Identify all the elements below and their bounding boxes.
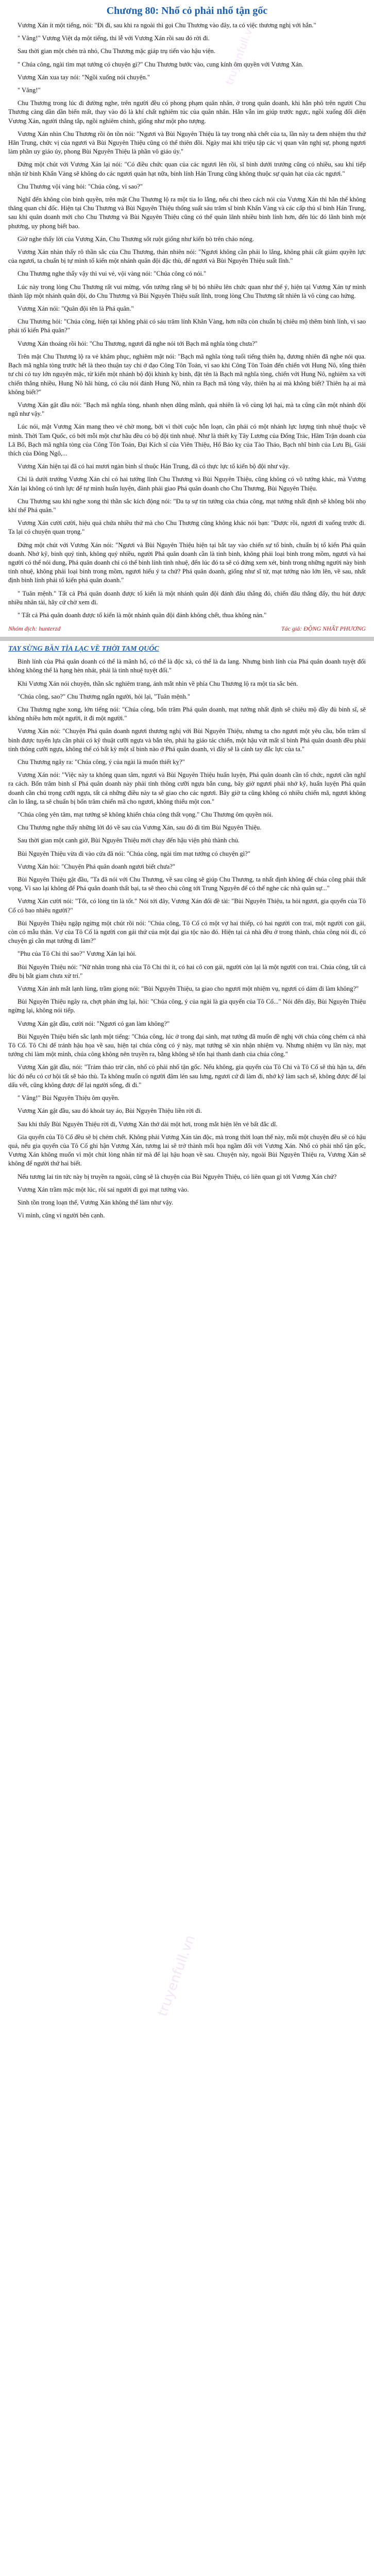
paragraph: Nếu tương lai tin tức này bị truyền ra ngoài, cũng sẽ là chuyện của Bùi Nguyên Thiệu, có liên quan gì tới Vương Xán chứ? bbox=[18, 1173, 337, 1180]
chapter-title: Chương 80: Nhổ cỏ phải nhổ tận gốc bbox=[106, 5, 268, 16]
paragraph: " Vâng!" Bùi Nguyên Thiệu ôm quyền. bbox=[18, 1094, 120, 1102]
paragraph: Sau khi thấy Bùi Nguyên Thiệu rời đi, Vương Xán thở dài một hơi, trong mắt hiện lên vẻ bất đắc dĩ. bbox=[18, 1120, 278, 1128]
paragraph: Đứng một chút với Vương Xán lại nói: "Có điều chức quan của các ngươi lên rồi, sĩ binh dưới trướng cũng có nhiều, sau khi tiếp nhận từ binh Khẩn Vàng sẽ không do các ngươi quản hạt nữa, binh lính Hán Trung cũng không thuộc sự quản hạt của các ngươi." bbox=[8, 161, 366, 177]
paragraph: Chu Thương vội vàng hỏi: "Chúa công, vì sao?" bbox=[18, 182, 143, 190]
book-title-link[interactable]: TAY SỪNG BẦN TÌA LẠC VỀ THỜI TAM QUỐC bbox=[8, 645, 159, 653]
paragraph: Vương Xán cười nói: "Tốt, có lòng tin là tốt." Nói tới đây, Vương Xán đổi đề tài: "Bùi Nguyên Thiệu, ta hỏi ngươi, gia quyến của Tô Cố có bao nhiêu người?" bbox=[8, 897, 366, 914]
paragraph: Vương Xán nói: "Việc này ta không quan tâm, ngươi và Bùi Nguyên Thiệu huấn luyện, Phá quân doanh cần tổ chức, ngươi cần nghĩ ra cách. Bốn trăm binh sĩ Phá quân doanh này phải tinh thông cưỡi ngựa bắn cung, bây giờ ngươi phải nhớ kỹ, huấn luyện Phá quân doanh cần chú trọng cưỡi ngựa, tất cả những điều này ta sẽ giao cho các ngươi. Bây giờ ta cũng không có nhiều chiến mã, ngươi không cần lo lắng, ta sẽ chuẩn bị bốn trăm chiến mã cho ngươi, không thiếu một con." bbox=[8, 771, 366, 805]
paragraph: Chu Thương nghe thấy vậy thì vui vẻ, vội vàng nói: "Chúa công có nói." bbox=[18, 270, 207, 278]
paragraph: Chu Thương nghe xong, lớn tiếng nói: "Chúa công, bốn trăm Phá quân doanh, mạt tướng nhất định sẽ chiêu mộ đầy đủ binh sĩ, sẽ không nhiều hơn một người, ít đi một người." bbox=[8, 705, 366, 722]
paragraph: Vương Xán cười cười, hiệu quả chứa nhiều thứ mà cho Chu Thương cũng không khác nói bạn: "Được rồi, ngươi đi xuống trước đi. Ta lại có chuyện quan trọng." bbox=[8, 519, 366, 536]
paragraph: Vương Xán nhìn Chu Thương rồi ôn tồn nói: "Ngươi và Bùi Nguyên Thiệu là tay trong nhà chết của ta, lần này ta đem nhiệm thu thứ Hãn Trung, chức vị của ngươi và Bùi Nguyên Thiệu cũng có thể thiên đồi. Ngày mai khi triệu tập các vị quan văn nghị sự, phong ngươi làm phần uy giáo úy, phong Bùi Nguyên Thiệu là phần vô giáo úy." bbox=[8, 130, 366, 156]
paragraph: Vương Xán nói: "Chuyện Phá quân doanh ngươi thương nghị với Bùi Nguyên Thiệu, nhưng ta cho ngươi một yêu cầu, bốn trăm sĩ binh được tuyển lựa cần phải có kỹ thuật cưỡi ngựa và bắn tên, phải hạ giáo tác chiến, một hậu vứt mất sĩ binh Phá quân doanh đều phải tinh thông cưỡi ngựa, không thể có bất kỳ một sĩ binh nào ở Phá quân doanh, vì đây sẽ là cánh tay đắc lực của ta." bbox=[8, 727, 366, 753]
paragraph: Sau thời gian một canh giờ, Bùi Nguyên Thiệu mới chạy đến hậu viện phủ thành chủ. bbox=[18, 837, 240, 844]
paragraph: Vương Xán gật đầu, sau đó khoát tay áo, Bùi Nguyên Thiệu liền rời đi. bbox=[18, 1107, 202, 1115]
paragraph: "Chúa công, sao?" Chu Thương ngẩn người, hỏi lại, "Tuân mệnh." bbox=[18, 692, 191, 700]
paragraph: "Phu của Tô Chi thì sao?" Vương Xán lại hỏi. bbox=[18, 950, 137, 958]
paragraph: Bùi Nguyên Thiệu biến sắc lạnh một tiếng: "Chúa công, lúc ở trong đại sảnh, mạt tướng đã muốn đề nghị với chúa công chém cả nhà Tô Cố. Tô Chi để tránh hậu họa về sau, hiện tại chúa công có ý này, mạt tướng sẽ xin nhận nhiệm vụ. Nhưng nhiệm vụ lần này, mạt tướng chỉ làm một mình, chúa công không nên truyền ra, bằng không sẽ tổn hại thanh danh của chúa công." bbox=[8, 1032, 366, 1058]
paragraph: Đứng một chút với Vương Xán nói: "Ngươi và Bùi Nguyên Thiệu hiện tại bắt tay vào chiến sự tổ binh, chuẩn bị tổ kiến Phá quân doanh. Nhớ kỹ, binh quý tinh, không quý nhiều, người Phá quân doanh cần là tinh binh, không phải loại binh trong mồm, ngươi và hai người có thể nói dung, Phá quân doanh chỉ có thể binh lính tinh nhuệ, đến lúc đó ta sẽ có đứng xem xét, binh trong những người này binh tinh nhuệ, không phải loại binh trong mồm, ngươi hiểu ý ta chứ? Phá quân doanh, giống như sĩ tử, mạt tướng nào lớn lên, về sau, nhất định binh lính phải tố kiến phá quân doanh." bbox=[8, 541, 366, 584]
paragraph: Vì mình, cũng vì người bên cạnh. bbox=[18, 1212, 105, 1219]
section-divider bbox=[0, 637, 374, 641]
paragraph: " Chúa công, ngài tìm mạt tướng có chuyện gì?" Chu Thương bước vào, cung kính ôm quyền với Vương Xán. bbox=[18, 60, 303, 68]
paragraph: Nghĩ đến không còn binh quyền, trên mặt Chu Thương lộ ra một tia lo lắng, nếu chỉ theo cách nói của Vương Xán thì hắn thế không thăng quan chỉ đốc. Hiện tại Chu Thương và Bùi Nguyên Thiệu thống suất sáu trăm sĩ binh Khẩn Vàng và các cấp thủ sĩ binh Hán Trung, sau khi quân doanh mới cho Chu Thương và Bùi Nguyên Thiệu cũng có thể quản lãnh nhiều binh lính hơn, đến lúc đó lãnh binh một phương, uy phong biết bao. bbox=[8, 196, 366, 230]
paragraph: Trên mặt Chu Thương lộ ra vẻ khâm phục, nghiêm mặt nói: "Bạch mã nghĩa tòng tuổi tiếng thiên hạ, đương nhiên đã nghe nói qua. Bạch mã nghĩa tòng trước hết là theo thuận tay chi ở đạo Công Tôn Toản, vì sao khi Công Tôn Toản đến chiến với Hung Nô, tổng thiên tư chi có tuy lớn nguyên mặc, từ kiến một nhánh bộ đội khinh kỵ binh, đặt tên là Bạch mã nghĩa tòng, chiến với Hung Nô, nghiêm xa vời chiến thắng nhiều, Hung Nô hãi hùng, có câu nói đánh Hung Nô, nhìn ra Bạch mã tòng vây, thiên hạ ai mà không biết? Thiên hạ ai mà không biết?" bbox=[8, 352, 366, 396]
paragraph: Chu Thương nghe thấy những lời đó về sau của Vương Xán, sau đó đi tìm Bùi Nguyên Thiệu. bbox=[18, 824, 262, 832]
paragraph: Vương Xán ít một tiếng, nói: "Đi đi, sau khi ra ngoài thì gọi Chu Thương vào đây, ta có việc thương nghị với hắn." bbox=[18, 22, 316, 29]
paragraph: "Chúa công yên tâm, mạt tướng sẽ không khiến chúa công thất vọng." Chu Thương ôm quyền nói. bbox=[18, 811, 273, 819]
paragraph: Chu Thương sau khi nghe xong thì thần sắc kích động nói: "Đa tạ sự tin tưởng của chúa công, mạt tướng nhất định sẽ không bôi nhọ khí thế Phá quân." bbox=[8, 497, 366, 514]
paragraph: Chỉ là dưới trướng Vương Xán chỉ có hai tướng lĩnh Chu Thương và Bùi Nguyên Thiệu, cũng không có võ tướng khác, mà Vương Xán lại không có tinh lực để tự mình huấn luyện, đành phải giao Phá quân doanh cho Chu Thương, Bùi Nguyên Thiệu. bbox=[8, 476, 366, 492]
paragraph: Vương Xán hỏi: "Chuyện Phá quân doanh ngươi biết chưa?" bbox=[18, 862, 176, 870]
paragraph: Vương Xán hiện tại đã có hai mươi ngàn binh sĩ thuộc Hán Trung, đã có thực lực tổ kiến bộ đội như vậy. bbox=[18, 463, 290, 470]
paragraph: Binh lính của Phá quân doanh có thể là mãnh hổ, có thể là độc xà, có thể là đa lang. Nhưng binh lính của Phá quân doanh tuyệt đối không không thể là hạng hèn nhát, phải là tinh nhuệ tuyệt đối." bbox=[8, 658, 366, 674]
paragraph: Lúc này trong lòng Chu Thương rất vui mừng, vốn tưởng rằng sẽ bị bỏ nhiều lên chức quan như thế ý, hiện tại Vương Xán tự mình thành lập một nhánh quân đội, do Chu Thương và Bùi Nguyên Thiệu suất lĩnh, trong lòng Chu Thương tất nhiên là vô cùng cao hứng. bbox=[8, 283, 366, 299]
chapter-body bbox=[8, 21, 366, 620]
paragraph: Sau thời gian một chén trà nhỏ, Chu Thương mặc giáp trụ tiến vào hậu viện. bbox=[18, 47, 216, 55]
paragraph: Sinh tồn trong loạn thế, Vương Xán không thể làm như vậy. bbox=[18, 1198, 174, 1206]
paragraph: Giờ nghe thấy lời của Vương Xán, Chu Thương sốt ruột giống như kiến bò trên chảo nóng. bbox=[18, 235, 254, 243]
paragraph: Vương Xán gật đầu nói: "Bạch mã nghĩa tòng, nhanh nhẹn dũng mãnh, quả nhiên là vô cùng lợi hại, mà ta cũng cần một nhánh đội ngũ như vậy." bbox=[8, 401, 366, 418]
author-credit: Tác giả: ĐỘNG NHẤT PHƯƠNG bbox=[281, 625, 366, 633]
paragraph: " Vâng!" bbox=[18, 87, 41, 94]
paragraph: " Vâng!" Vương Việt dạ một tiếng, thi lễ với Vương Xán rồi sau đó rời đi. bbox=[18, 35, 210, 42]
paragraph: Chu Thương ngây ra: "Chúa công, ý của ngài là muốn thiết kỵ?" bbox=[18, 758, 185, 766]
part2-body bbox=[8, 657, 366, 1220]
paragraph: Vương Xán gật đầu, cười nói: "Ngươi có gan làm không?" bbox=[18, 1020, 170, 1027]
credits-bar bbox=[8, 625, 366, 633]
paragraph: Lúc nói, mặt Vương Xán mang theo vẻ chờ mong, bởi vì thời cuộc hỗn loạn, cần phải có một nhánh lực lượng tinh nhuệ thuộc về mình. Thời Tam Quốc, có bởi mỗi một chư hầu đều có bộ đội tinh nhuệ. Như là thiết kỵ Tây Lương của Đổng Trác, Hãm Trận doanh của Lã Bố, Bạch mã nghĩa tòng của Công Tôn Toản, Đại Kích sĩ của Viên Thiệu, Hổ Báo kỵ của Tào Tháo, Bạch nhĩ binh của Lưu Bị, Giải thích của Đông Ngô,... bbox=[8, 423, 366, 457]
paragraph: Vương Xán trầm mặc một lúc, rồi sai người đi gọi mạt tướng vào. bbox=[18, 1185, 189, 1193]
paragraph: Vương Xán ánh mắt lạnh lùng, trầm giọng nói: "Bùi Nguyên Thiệu, ta giao cho ngươi một nhiệm vụ, ngươi có dám đi làm không?" bbox=[18, 985, 359, 993]
paragraph: Bùi Nguyên Thiệu nói: "Nữ nhân trong nhà của Tô Chi thì ít, có hai cô con gái, người còn lại là một người con trai. Chúa công, tất cả đều bị bắt giam chưa xử trí." bbox=[8, 963, 366, 979]
paragraph: Vương Xán nói: "Quân đội tên là Phá quân." bbox=[18, 305, 134, 313]
paragraph: Vương Xán thoáng rồi hỏi: "Chu Thương, ngươi đã nghe nói tới Bạch mã nghĩa tòng chưa?" bbox=[18, 340, 258, 347]
paragraph: Vương Xán gật đầu, nói: "Trảm thảo trừ căn, nhổ cỏ phải nhổ tận gốc. Nếu không, gia quyến của Tô Chi và Tô Cố sẽ thù hận ta, đến lúc đó nếu có cơ hội tất sẽ báo thù. Ta không muốn có người đâm lén sau lưng, ngươi cứ đi làm đi, nhớ kỹ làm sạch sẽ, không được để lại dấu vết, cũng không được để lại người sống, đi đi." bbox=[8, 1063, 366, 1089]
watermark-bottom: truyenfull.vn bbox=[155, 1933, 199, 2019]
paragraph: Vương Xán xua tay nói: "Ngồi xuống nói chuyện." bbox=[18, 73, 150, 81]
paragraph: Bùi Nguyên Thiệu ngập ngừng một chút rồi nói: "Chúa công, Tô Cố có một vợ hai thiếp, có hai người con trai, một người con gái, còn có mẫu thân. Vợ của Tô Cố là người con gái thứ của một đại gia tộc nào đó. Hiện tại cả nhà đều ở trong thành, chúa công nói đi, có chuyện gì cần mạt tướng đi làm?" bbox=[8, 919, 366, 945]
paragraph: Vương Xán nhàn thấy rõ thần sắc của Chu Thương, thản nhiên nói: "Ngươi không cần phải lo lắng, không phải cất giảm quyền lực của ngươi, ta chuẩn bị tự mình tổ kiến một nhánh quân đội đặc thù, để ngươi và Bùi Nguyên Thiệu suất lĩnh." bbox=[8, 248, 366, 265]
paragraph: Khi Vương Xán nói chuyện, thần sắc nghiêm trang, ánh mắt nhìn về phía Chu Thương lộ ra một tia sắc bén. bbox=[18, 680, 298, 687]
paragraph: " Tất cả Phá quân doanh được tổ kiến là một nhánh quân đội đánh không chết, thua không nản." bbox=[18, 611, 267, 619]
paragraph: Bùi Nguyên Thiệu vừa đi vào cửa đã nói: "Chúa công, ngài tìm mạt tướng có chuyện gì?" bbox=[18, 850, 250, 857]
translator-credit: Nhóm dịch: hunterzd bbox=[8, 625, 61, 633]
paragraph: Chu Thương trong lúc đi đường nghe, trên người đều có phong phạm quân nhân, ở trong quân doanh, khi hắn phô trên người Chu Thương càng dần dần biến mất, thay vào đó là khí chất nghiêm túc của quân nhân. Hắn vẫn im giúp trước ngực, ngồi xuống đối diện Vương Xán, người thẳng tắp, ngồi nghiêm chỉnh, giống như một pho tượng. bbox=[8, 99, 366, 125]
watermark-top: truyenfull.vn bbox=[223, 21, 257, 87]
paragraph: Chu Thương hỏi: "Chúa công, hiện tại không phải có sáu trăm lính Khăn Vàng, hơn nữa còn chuẩn bị chiêu mộ thêm binh lính, vì sao phải tổ kiến Phá quân?" bbox=[8, 318, 366, 334]
paragraph: Gia quyến của Tô Cố đều sẽ bị chém chết. Không phải Vương Xán tàn độc, mà trong thời loạn thế này, mỗi một chuyện đều sẽ có hậu quả, nếu gia quyến của Tô Cố ghi hận Vương Xán, tương lai sẽ trở thành mối họa ngầm đối với Vương Xán. Nhổ cỏ phải nhổ tận gốc, Vương Xán không muốn vì một chút lòng nhân từ mà để lại hậu hoạn về sau. Chuyện này, ngoài Bùi Nguyên Thiệu ra, Vương Xán sẽ không để người thứ hai biết. bbox=[8, 1133, 366, 1167]
paragraph: Bùi Nguyên Thiệu gật đầu, "Ta đã nói với Chu Thương, về sau cũng sẽ giúp Chu Thương, ta nhất định không để chúa công phải thất vọng. Vì sao lại không để Phá quân doanh thất bại, ta sẽ theo chủ công tới Trung Nguyên để có thể nghe các nhà quân sự..." bbox=[8, 876, 366, 892]
paragraph: Bùi Nguyên Thiệu ngây ra, chợt phản ứng lại, hỏi: "Chúa công, ý của ngài là gia quyến của Tô Cố..." Nói đến đây, Bùi Nguyên Thiệu ngừng lại, không nói tiếp. bbox=[8, 998, 366, 1014]
paragraph: " Tuân mệnh." Tất cả Phá quân doanh được tổ kiến là một nhánh quân đội đánh đâu thắng đó, chiến đâu thắng đấy, thu hút được nhiều nhân tài, hãy cứ chờ xem đi. bbox=[8, 589, 366, 606]
